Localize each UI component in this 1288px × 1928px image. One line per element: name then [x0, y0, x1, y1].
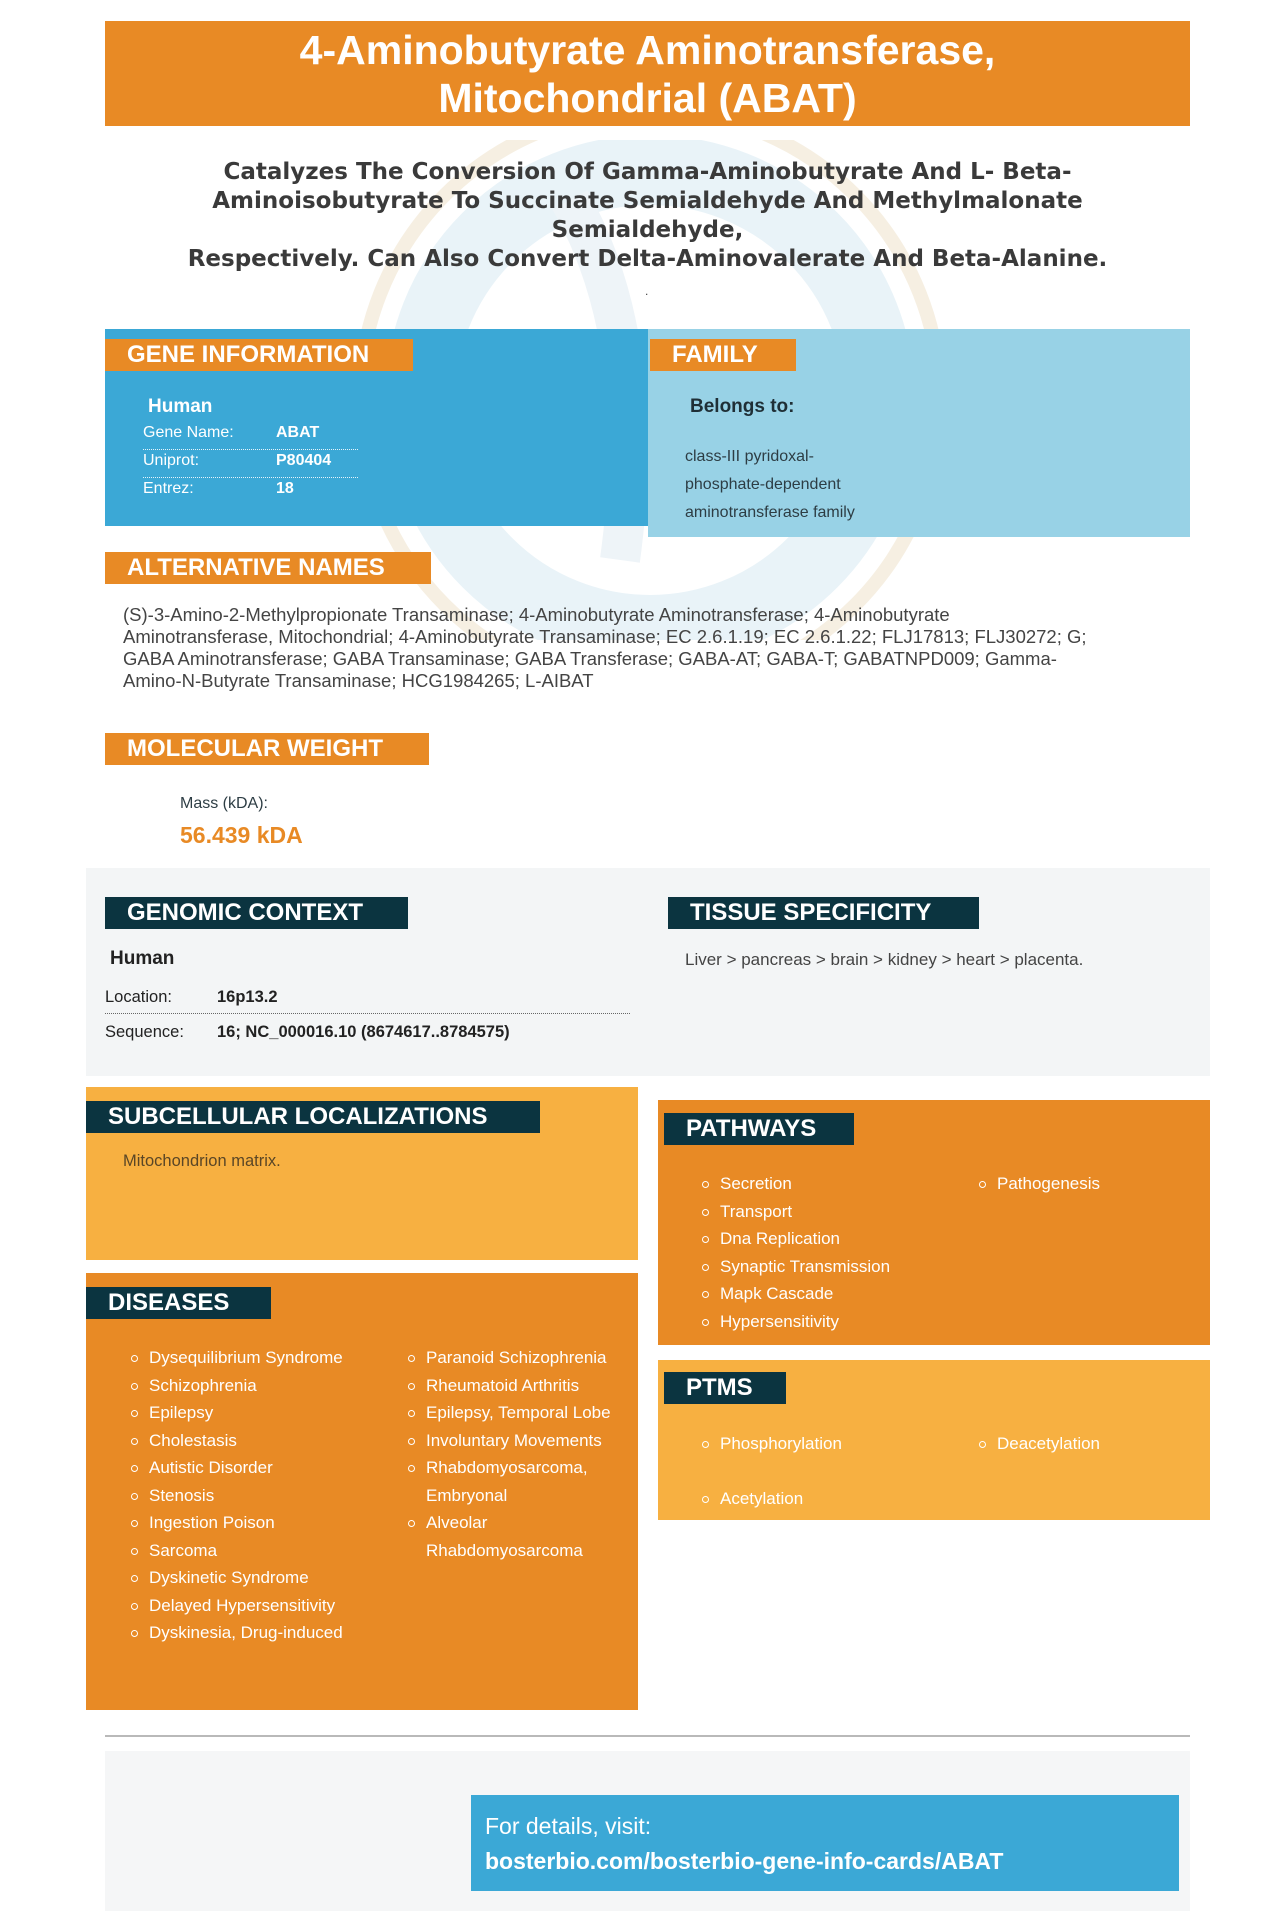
subcellular-localizations-header: SUBCELLULAR LOCALIZATIONS — [86, 1101, 540, 1133]
disease-list-item: Delayed Hypersensitivity — [129, 1592, 359, 1620]
subcellular-text: Mitochondrion matrix. — [123, 1152, 281, 1170]
pathway-list-item: Pathogenesis — [977, 1170, 1197, 1198]
sequence-row — [105, 1016, 630, 1048]
ptms-header: PTMS — [664, 1372, 786, 1404]
family-belongs-to-label: Belongs to: — [690, 396, 795, 417]
entrez-key: Entrez: — [143, 480, 194, 497]
alternative-names-text — [123, 604, 1188, 692]
pathway-list-item: Dna Replication — [700, 1225, 960, 1253]
alt-names-line-2: Aminotransferase, Mitochondrial; 4-Aminobutyrate Transaminase; EC 2.6.1.19; EC 2.6.1.22; FLJ17813; FLJ30272; G; — [123, 626, 1087, 647]
pathway-list-item: Hypersensitivity — [700, 1308, 960, 1336]
uniprot-key: Uniprot: — [143, 452, 200, 469]
family-description — [685, 443, 905, 527]
gene-information-header: GENE INFORMATION — [105, 339, 413, 371]
location-row — [105, 982, 630, 1014]
disease-list-item: Rheumatoid Arthritis — [406, 1372, 631, 1400]
disease-list-item: Ingestion Poison — [129, 1509, 359, 1537]
molecular-weight-header: MOLECULAR WEIGHT — [105, 733, 429, 765]
entrez-value[interactable]: 18 — [276, 480, 294, 497]
sequence-value: 16; NC_000016.10 (8674617..8784575) — [217, 1022, 510, 1041]
sequence-key: Sequence: — [105, 1022, 184, 1041]
alternative-names-header: ALTERNATIVE NAMES — [105, 552, 431, 584]
details-link-box[interactable] — [471, 1795, 1179, 1891]
location-value: 16p13.2 — [217, 988, 278, 1006]
diseases-list-col-1 — [129, 1344, 359, 1647]
disease-list-item: Dyskinetic Syndrome — [129, 1564, 359, 1592]
pathways-list-col-2 — [977, 1170, 1197, 1198]
footer-divider — [105, 1735, 1190, 1737]
mass-label: Mass (kDA): — [180, 795, 268, 812]
uniprot-row — [143, 452, 358, 478]
protein-function-summary — [120, 158, 1175, 274]
mass-value: 56.439 kDA — [180, 822, 303, 848]
disease-list-item: Epilepsy, Temporal Lobe — [406, 1399, 631, 1427]
disease-list-item: Rhabdomyosarcoma, Embryonal — [406, 1454, 631, 1509]
pathway-list-item: Synaptic Transmission — [700, 1253, 960, 1281]
location-key: Location: — [105, 988, 172, 1006]
disease-list-item: Stenosis — [129, 1482, 359, 1510]
ptm-list-item: Phosphorylation — [700, 1430, 960, 1458]
diseases-list-col-2 — [406, 1344, 631, 1564]
genomic-context-header: GENOMIC CONTEXT — [105, 897, 408, 929]
title-line-1: 4-Aminobutyrate Aminotransferase, — [299, 26, 996, 73]
summary-dot: . — [645, 284, 649, 298]
tissue-specificity-header: TISSUE SPECIFICITY — [668, 897, 979, 929]
disease-list-item: Epilepsy — [129, 1399, 359, 1427]
disease-list-item: Autistic Disorder — [129, 1454, 359, 1482]
pathway-list-item: Secretion — [700, 1170, 960, 1198]
family-line-1: class-III pyridoxal- — [685, 448, 814, 465]
summary-line-3: Respectively. Can Also Convert Delta-Aminovalerate And Beta-Alanine. — [187, 246, 1108, 272]
gene-name-row — [143, 424, 358, 450]
alt-names-line-3: GABA Aminotransferase; GABA Transaminase; GABA Transferase; GABA-AT; GABA-T; GABATNPD009; Gamma- — [123, 648, 1057, 669]
tissue-specificity-text: Liver > pancreas > brain > kidney > heart > placenta. — [685, 950, 1084, 969]
disease-list-item: Dysequilibrium Syndrome — [129, 1344, 359, 1372]
summary-line-1: Catalyzes The Conversion Of Gamma-Aminobutyrate And L- Beta- — [223, 159, 1072, 185]
disease-list-item: Cholestasis — [129, 1427, 359, 1455]
disease-list-item: Involuntary Movements — [406, 1427, 631, 1455]
disease-list-item: Schizophrenia — [129, 1372, 359, 1400]
gene-name-value: ABAT — [276, 424, 320, 441]
alt-names-line-4: Amino-N-Butyrate Transaminase; HCG1984265; L-AIBAT — [123, 670, 594, 691]
pathway-list-item: Mapk Cascade — [700, 1280, 960, 1308]
details-link[interactable]: bosterbio.com/bosterbio-gene-info-cards/ABAT — [485, 1848, 1004, 1874]
ptm-list-item: Deacetylation — [977, 1430, 1197, 1458]
ptms-list-col-2 — [977, 1430, 1197, 1458]
alt-names-line-1: (S)-3-Amino-2-Methylpropionate Transaminase; 4-Aminobutyrate Aminotransferase; 4-Aminobutyrate — [123, 604, 950, 625]
ptms-list-col-1 — [700, 1430, 960, 1513]
pathway-list-item: Transport — [700, 1198, 960, 1226]
entrez-row — [143, 480, 358, 506]
family-line-3: aminotransferase family — [685, 504, 855, 521]
family-line-2: phosphate-dependent — [685, 476, 841, 493]
disease-list-item: Dyskinesia, Drug-induced — [129, 1619, 359, 1647]
pathways-header: PATHWAYS — [664, 1113, 854, 1145]
family-header: FAMILY — [650, 339, 796, 371]
title-line-2: Mitochondrial (ABAT) — [438, 74, 857, 121]
gene-name-key: Gene Name: — [143, 424, 234, 441]
disease-list-item: Alveolar Rhabdomyosarcoma — [406, 1509, 631, 1564]
gene-species: Human — [148, 396, 213, 417]
disease-list-item: Paranoid Schizophrenia — [406, 1344, 631, 1372]
details-prompt: For details, visit: — [485, 1813, 652, 1839]
genomic-species: Human — [110, 948, 175, 969]
pathways-list-col-1 — [700, 1170, 960, 1335]
diseases-header: DISEASES — [86, 1287, 271, 1319]
uniprot-value[interactable]: P80404 — [276, 452, 332, 469]
summary-line-2: Aminoisobutyrate To Succinate Semialdehyde And Methylmalonate Semialdehyde, — [212, 188, 1083, 243]
ptm-list-item: Acetylation — [700, 1485, 960, 1513]
title-banner — [105, 21, 1190, 126]
disease-list-item: Sarcoma — [129, 1537, 359, 1565]
